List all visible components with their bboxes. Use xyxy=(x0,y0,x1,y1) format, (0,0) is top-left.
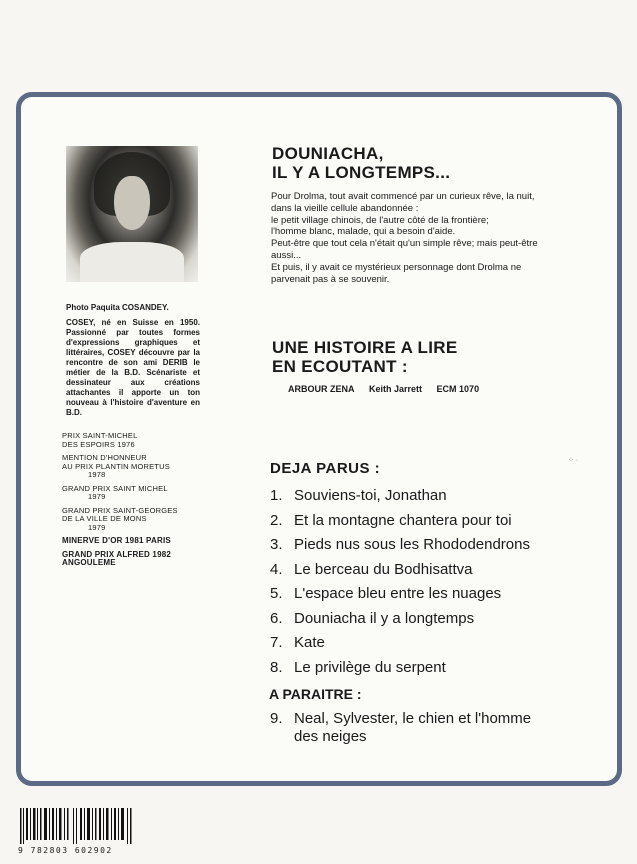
award-item: PRIX SAINT-MICHEL DES ESPOIRS 1976 xyxy=(62,431,138,449)
list-item-continuation: des neiges xyxy=(294,728,367,745)
deja-parus-heading: DEJA PARUS : xyxy=(270,460,381,477)
list-item: 6. Douniacha il y a longtemps xyxy=(270,609,475,627)
list-item: 4. Le berceau du Bodhisattva xyxy=(270,560,473,578)
award-item: MENTION D'HONNEUR AU PRIX PLANTIN MORETUS 1978 xyxy=(62,453,170,479)
print-mark: ⁘ · xyxy=(568,457,579,464)
list-item: 5. L'espace bleu entre les nuages xyxy=(270,585,502,602)
barcode xyxy=(18,808,138,844)
a-paraitre-heading: A PARAITRE : xyxy=(269,686,362,702)
music-ref: ECM 1070 xyxy=(436,384,480,394)
list-item: 9. Neal, Sylvester, le chien et l'homme xyxy=(270,710,532,727)
music-reference xyxy=(288,384,491,394)
upcoming-list xyxy=(270,710,610,746)
award-item: GRAND PRIX SAINT-GEORGES DE LA VILLE DE MONS 1979 xyxy=(62,505,178,532)
photo-shirt xyxy=(80,242,184,282)
book-title: DOUNIACHA, IL Y A LONGTEMPS... xyxy=(272,144,451,182)
photo-credit: Photo Paquita COSANDEY. xyxy=(66,303,169,312)
list-item: 3. Pieds nus sous les Rhododendrons xyxy=(270,536,530,553)
award-item: GRAND PRIX SAINT MICHEL 1979 xyxy=(62,483,168,501)
author-bio: COSEY, né en Suisse en 1950. Passionné par toutes formes d'expressions graphiques et littéraires, COSEY découvre par la rencontre de son ami DERIB le métier de la B.D. Scénariste et dessinateur aux créations attachantes il apporte un ton nouveau à l'histoire d'aventure en B.D. xyxy=(66,318,200,417)
list-item: 1. Souviens-toi, Jonathan xyxy=(270,487,447,504)
awards-list xyxy=(62,432,222,573)
photo-face xyxy=(114,176,150,230)
music-album: ARBOUR ZENA xyxy=(288,384,355,394)
isbn-number: 9 782803 602902 xyxy=(18,846,113,855)
synopsis: Pour Drolma, tout avait commencé par un curieux rêve, la nuit, dans la vieille cellule abandonnée : le petit village chinois, de l'autre côté de la frontière; l'homme blanc, malade, qui a besoin d'aide. Peut-être que tout cela n'était qu'un simple rêve; mais peut-être aussi... Et puis, il y avait ce mystérieux personnage dont Drolma ne parvenait pas à se souvenir. xyxy=(271,191,538,285)
award-item: MINERVE D'OR 1981 PARIS xyxy=(62,536,171,545)
list-item: 8. Le privilège du serpent xyxy=(270,658,446,676)
list-item: 7. Kate xyxy=(270,634,325,651)
list-item: 2. Et la montagne chantera pour toi xyxy=(270,511,512,529)
published-list xyxy=(270,486,530,682)
listen-heading: UNE HISTOIRE A LIRE EN ECOUTANT : xyxy=(272,338,458,376)
award-item: GRAND PRIX ALFRED 1982 ANGOULEME xyxy=(62,549,172,567)
music-artist: Keith Jarrett xyxy=(369,384,423,394)
author-photo xyxy=(66,146,198,282)
